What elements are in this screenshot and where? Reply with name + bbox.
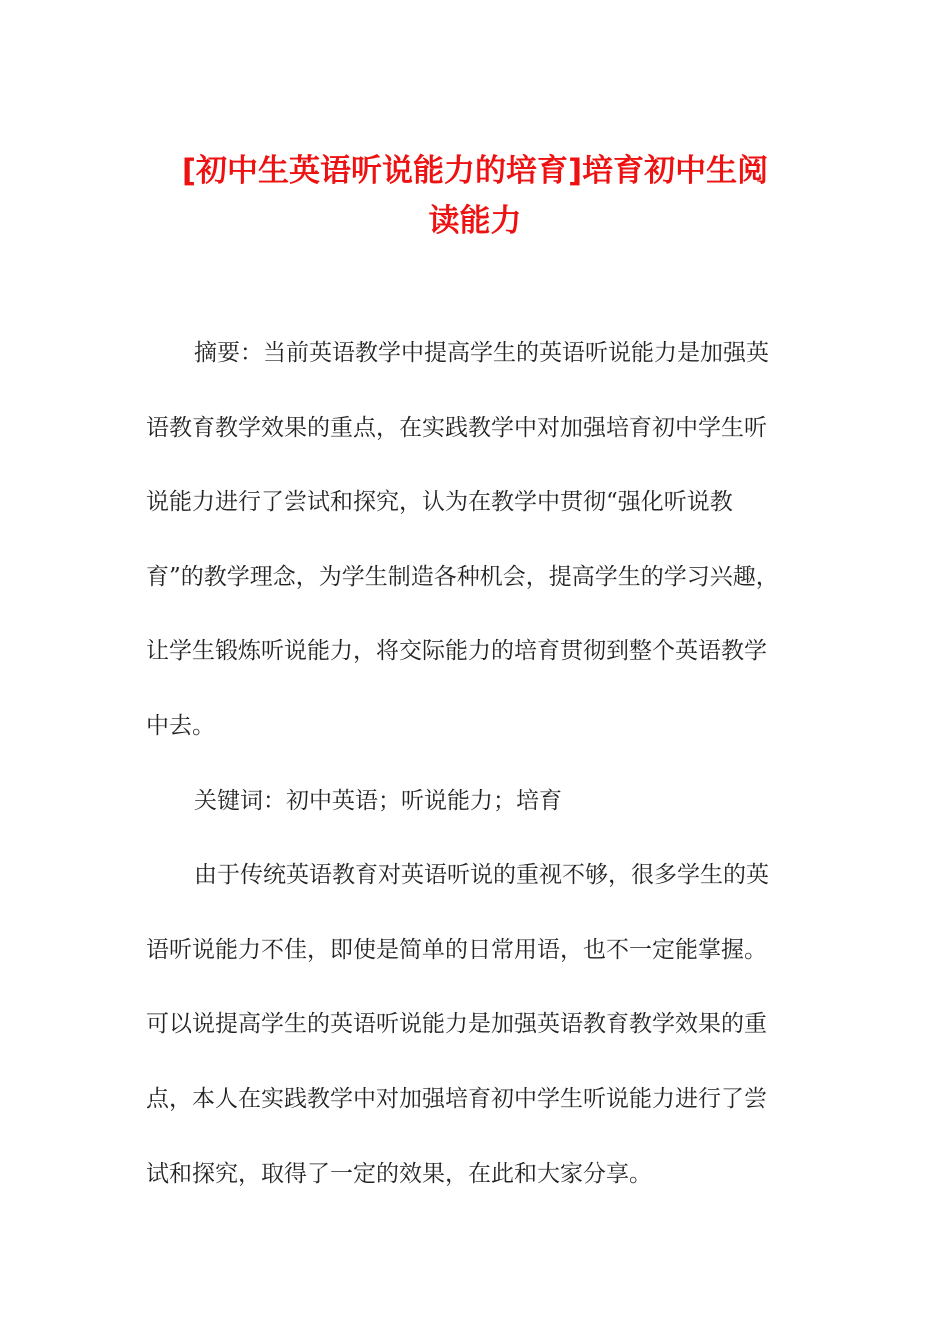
text-line: 可以说提高学生的英语听说能力是加强英语教育教学效果的重 bbox=[146, 1011, 767, 1038]
intro-paragraph bbox=[146, 850, 806, 1223]
text-line: 中去。 bbox=[146, 712, 215, 739]
document-body bbox=[146, 328, 806, 1223]
text-line: 语教育教学效果的重点，在实践教学中对加强培育初中学生听 bbox=[146, 414, 767, 441]
title-line: [初中生英语听说能力的培育]培育初中生阅 bbox=[181, 153, 769, 189]
abstract-paragraph bbox=[146, 328, 806, 776]
text-line: 说能力进行了尝试和探究，认为在教学中贯彻“强化听说教 bbox=[146, 489, 733, 516]
text-line: 点，本人在实践教学中对加强培育初中学生听说能力进行了尝 bbox=[146, 1085, 767, 1112]
text-line: 育”的教学理念，为学生制造各种机会，提高学生的学习兴趣， bbox=[146, 563, 779, 590]
text-line: 让学生锻炼听说能力，将交际能力的培育贯彻到整个英语教学 bbox=[146, 638, 767, 665]
text-line: 试和探究，取得了一定的效果，在此和大家分享。 bbox=[146, 1160, 652, 1187]
title-line: 读能力 bbox=[428, 203, 522, 239]
text-line: 由于传统英语教育对英语听说的重视不够，很多学生的英 bbox=[194, 862, 769, 889]
keywords-paragraph bbox=[146, 776, 806, 851]
text-line: 语听说能力不佳，即使是简单的日常用语，也不一定能掌握。 bbox=[146, 936, 767, 963]
document-title bbox=[140, 146, 810, 246]
text-line: 摘要：当前英语教学中提高学生的英语听说能力是加强英 bbox=[194, 340, 769, 366]
text-line: 关键词：初中英语；听说能力；培育 bbox=[194, 787, 562, 814]
